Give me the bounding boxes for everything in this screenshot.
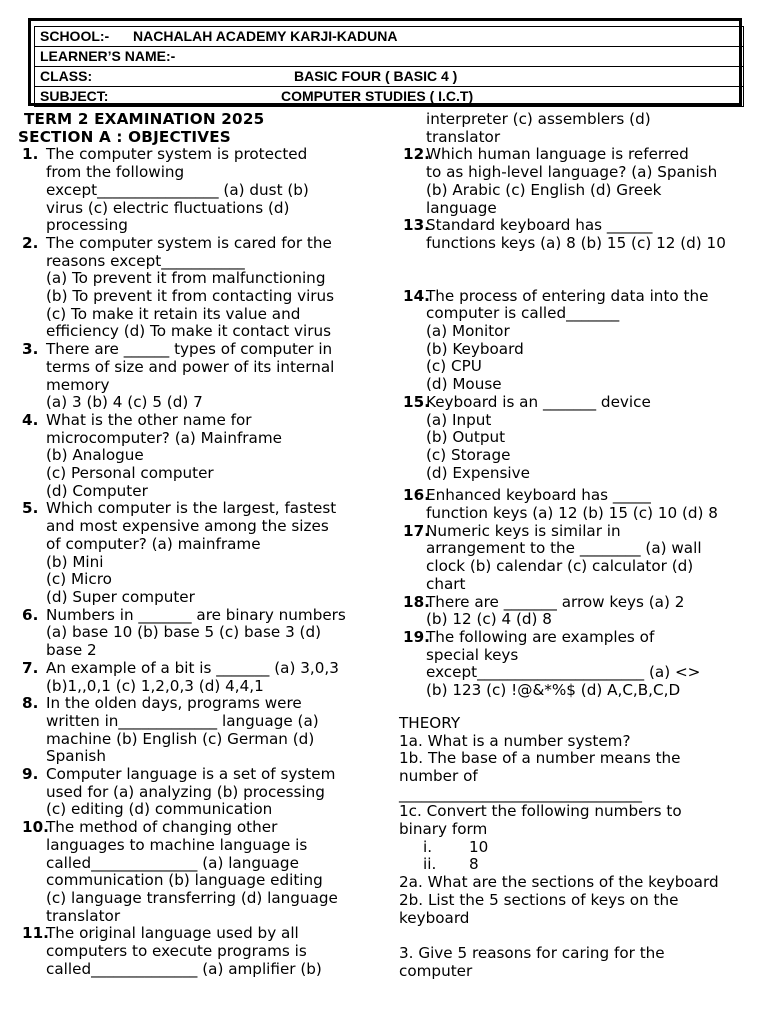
question-number: 7. [22,658,39,677]
question-text-line: The computer system is cared for the [46,233,332,252]
question-text-line: Standard keyboard has ______ [426,216,653,235]
question-text-line: to as high-level language? (a) Spanish [426,163,718,182]
question-text-line: Enhanced keyboard has _____ [426,486,651,505]
question-text-line: (b) Arabic (c) English (d) Greek [426,180,662,199]
question-13 [398,217,754,252]
question-1 [18,146,374,235]
question-text-line: translator [46,906,121,925]
class-label: CLASS: [40,68,93,84]
theory-q1b: number of [399,766,478,785]
question-2 [18,235,374,341]
question-text-line: virus (c) electric fluctuations (d) [46,198,290,217]
question-text-line: functions keys (a) 8 (b) 15 (c) 12 (d) 10 [426,233,726,252]
question-5 [18,500,374,606]
question-text-line: memory [46,375,110,394]
question-text-line: What is the other name for [46,410,252,429]
question-text-line: from the following [46,163,185,182]
question-number: 15. [403,392,430,411]
question-text-line: (a) Input [426,410,492,429]
subject-value: COMPUTER STUDIES ( I.C.T) [281,88,474,104]
question-text-line: There are _______ arrow keys (a) 2 [426,592,685,611]
question-text-line: (b) 12 (c) 4 (d) 8 [426,610,552,629]
question-number: 4. [22,410,39,429]
theory-q3: 3. Give 5 reasons for caring for the [399,943,665,962]
question-4 [18,412,374,501]
theory-section [398,715,754,981]
theory-q2b: 2b. List the 5 sections of keys on the [399,890,679,909]
class-row [35,67,743,87]
question-15 [398,394,754,483]
exam-title: TERM 2 EXAMINATION 2025 [24,110,265,128]
question-text-line: function keys (a) 12 (b) 15 (c) 10 (d) 8 [426,504,718,523]
question-text-line: (d) Super computer [46,587,195,606]
question-6 [18,607,374,660]
question-number: 14. [403,286,430,305]
subject-row [35,87,743,107]
learner-row [35,47,743,67]
question-text-line: (b) 123 (c) !@&*%$ (d) A,C,B,C,D [426,681,681,700]
question-text-line: (b) Mini [46,552,104,571]
question-number: 11. [22,924,49,943]
continuation-line: interpreter (c) assemblers (d) [426,110,651,128]
question-10 [18,819,374,925]
right-questions [398,146,754,699]
question-number: 1. [22,145,39,164]
question-16 [398,487,754,522]
question-text-line: language [426,198,497,217]
question-text-line: Spanish [46,747,106,766]
question-text-line: communication (b) language editing [46,871,323,890]
theory-q3: computer [399,961,473,980]
question-text-line: written in_____________ language (a) [46,711,319,730]
question-text-line: (c) editing (d) communication [46,800,273,819]
question-number: 19. [403,627,430,646]
question-text-line: An example of a bit is _______ (a) 3,0,3 [46,658,339,677]
question-text-line: terms of size and power of its internal [46,357,335,376]
question-text-line: (c) Storage [426,445,511,464]
question-text-line: (a) base 10 (b) base 5 (c) base 3 (d) [46,623,322,642]
question-text-line: microcomputer? (a) Mainframe [46,428,282,447]
question-text-line: (b)1,,0,1 (c) 1,2,0,3 (d) 4,4,1 [46,676,264,695]
theory-title: THEORY [399,713,461,732]
question-text-line: (a) Monitor [426,322,510,341]
theory-q1b: 1b. The base of a number means the [399,749,681,768]
question-text-line: The following are examples of [426,627,655,646]
question-text-line: of computer? (a) mainframe [46,534,261,553]
q11-continuation [398,111,754,146]
question-text-line: efficiency (d) To make it contact virus [46,322,332,341]
question-11 [18,925,374,978]
question-text-line: The method of changing other [46,818,278,837]
question-number: 18. [403,592,430,611]
school-row [35,27,743,47]
question-text-line: chart [426,574,466,593]
question-text-line: Keyboard is an _______ device [426,392,651,411]
question-18 [398,594,754,629]
question-text-line: (d) Expensive [426,463,530,482]
right-column [398,111,754,980]
question-text-line: (c) language transferring (d) language [46,888,338,907]
question-number: 13. [403,216,430,235]
section-title: SECTION A : OBJECTIVES [18,127,231,146]
question-text-line: special keys [426,645,519,664]
question-text-line: The computer system is protected [46,145,308,164]
question-text-line: (c) Personal computer [46,464,214,483]
subject-label: SUBJECT: [40,88,109,104]
question-text-line: and most expensive among the sizes [46,517,329,536]
question-text-line: base 2 [46,641,97,660]
class-value: BASIC FOUR ( BASIC 4 ) [294,68,458,84]
question-12 [398,146,754,217]
question-text-line: The process of entering data into the [426,286,709,305]
theory-q1c: binary form [399,820,488,839]
question-text-line: called______________ (a) amplifier (b) [46,959,322,978]
question-text-line: (b) Output [426,428,506,447]
question-text-line: except______________________ (a) <> [426,663,701,682]
question-number: 9. [22,765,39,784]
theory-item: i. 10 [423,837,489,856]
learner-label: LEARNER’S NAME:- [40,48,176,64]
question-text-line: (b) To prevent it from contacting virus [46,287,335,306]
question-text-line: Numeric keys is similar in [426,521,621,540]
question-number: 5. [22,499,39,518]
theory-q1a: 1a. What is a number system? [399,731,631,750]
question-text-line: computer is called_______ [426,304,620,323]
theory-answer-line: ________________________________ [399,784,642,803]
question-14 [398,288,754,394]
question-text-line: (b) Analogue [46,446,144,465]
question-text-line: processing [46,216,128,235]
question-text-line: (a) To prevent it from malfunctioning [46,269,326,288]
question-number: 3. [22,340,39,359]
question-text-line: computers to execute programs is [46,942,307,961]
school-label: SCHOOL:- [40,28,110,44]
question-number: 16. [403,486,430,505]
question-3 [18,341,374,412]
question-19 [398,629,754,700]
question-text-line: (c) CPU [426,357,482,376]
question-17 [398,523,754,594]
question-8 [18,695,374,766]
question-text-line: (d) Mouse [426,375,502,394]
question-text-line: (a) 3 (b) 4 (c) 5 (d) 7 [46,393,203,412]
question-text-line: called______________ (a) language [46,853,299,872]
question-text-line: clock (b) calendar (c) calculator (d) [426,557,694,576]
question-text-line: (d) Computer [46,481,148,500]
theory-q1c: 1c. Convert the following numbers to [399,802,682,821]
question-number: 17. [403,521,430,540]
question-text-line: Which computer is the largest, fastest [46,499,337,518]
question-number: 10. [22,818,49,837]
question-text-line: Which human language is referred [426,145,689,164]
theory-item: ii. 8 [423,855,479,874]
question-text-line: (c) To make it retain its value and [46,304,301,323]
question-9 [18,766,374,819]
question-text-line: languages to machine language is [46,835,308,854]
question-text-line: (c) Micro [46,570,112,589]
question-text-line: reasons except___________ [46,251,245,270]
question-7 [18,660,374,695]
school-value: NACHALAH ACADEMY KARJI-KADUNA [133,28,398,44]
question-text-line: machine (b) English (c) German (d) [46,729,315,748]
question-text-line: There are ______ types of computer in [46,340,333,359]
question-number: 6. [22,605,39,624]
continuation-line: translator [426,127,501,146]
header-table [34,26,744,107]
question-number: 2. [22,233,39,252]
question-text-line: (b) Keyboard [426,339,524,358]
question-text-line: The original language used by all [46,924,299,943]
question-text-line: used for (a) analyzing (b) processing [46,782,325,801]
question-text-line: arrangement to the ________ (a) wall [426,539,702,558]
theory-q2b: keyboard [399,908,470,927]
theory-q2a: 2a. What are the sections of the keyboard [399,873,719,892]
left-column [18,111,374,978]
question-number: 8. [22,694,39,713]
question-text-line: In the olden days, programs were [46,694,302,713]
question-text-line: Numbers in _______ are binary numbers [46,605,346,624]
question-text-line: Computer language is a set of system [46,765,336,784]
question-number: 12. [403,145,430,164]
left-questions [18,146,374,978]
question-text-line: except________________ (a) dust (b) [46,180,309,199]
